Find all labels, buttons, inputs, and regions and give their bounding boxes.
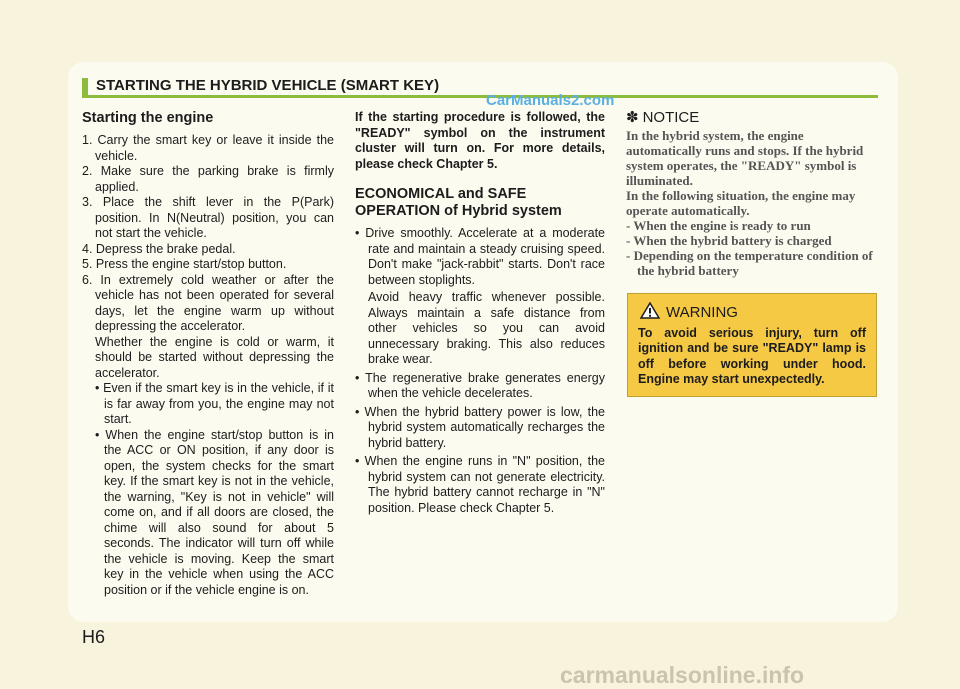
step-continuation: Whether the engine is cold or warm, it should be started without depressing the accelerator.	[95, 334, 334, 380]
column-2	[355, 110, 605, 519]
warning-box	[627, 293, 877, 397]
notice-line: In the hybrid system, the engine automatically runs and stops. If the hybrid system operates, the "READY" symbol is illuminated.	[626, 127, 864, 188]
bullet-item	[355, 226, 605, 368]
step-item: 1. Carry the smart key or leave it inside the vehicle.	[82, 133, 334, 163]
step-item: 2. Make sure the parking brake is firmly applied.	[82, 164, 334, 194]
header-accent-bar	[82, 78, 88, 96]
bullet-item: • When the engine runs in "N" position, the hybrid system can not generate electricity. The hybrid battery cannot recharge in "N" position. Please check Chapter 5.	[355, 454, 605, 515]
bullet-continuation: Avoid heavy traffic whenever possible. Always maintain a safe distance from other vehicles so you can avoid unnecessary braking. This also reduces brake wear.	[368, 290, 605, 366]
notice-line: In the following situation, the engine may operate automatically.	[626, 187, 856, 218]
notice-body	[626, 128, 878, 278]
notice-item: - When the hybrid battery is charged	[626, 232, 832, 248]
warning-text: To avoid serious injury, turn off ignition and be sure "READY" lamp is off before working under hood. Engine may start unexpectedly.	[638, 325, 866, 386]
warning-triangle-icon	[640, 302, 660, 324]
heading-economical: ECONOMICAL and SAFE OPERATION of Hybrid system	[355, 186, 562, 219]
notice-item: - When the engine is ready to run	[626, 217, 811, 233]
column-3	[626, 110, 878, 278]
notice-title: NOTICE	[642, 109, 700, 126]
notice-icon: ✽	[626, 109, 639, 126]
steps-list	[82, 133, 334, 335]
page-number: H6	[82, 627, 106, 647]
notice-item: - Depending on the temperature condition of the hybrid battery	[626, 247, 873, 278]
sub-bullets	[82, 381, 334, 598]
step-item: 6. In extremely cold weather or after the vehicle has not been operated for several days, let the engine warm up without depressing the accelerator.	[82, 272, 334, 333]
bullet-text: • Drive smoothly. Accelerate at a moderate rate and maintain a steady cruising speed. Don't make "jack-rabbit" starts. Don't race between stoplights.	[355, 226, 605, 287]
column-1	[82, 110, 334, 598]
heading-starting-engine: Starting the engine	[82, 110, 214, 126]
step-item: 5. Press the engine start/stop button.	[82, 257, 287, 271]
bullet-item: • The regenerative brake generates energy when the vehicle decelerates.	[355, 370, 605, 400]
section-title: STARTING THE HYBRID VEHICLE (SMART KEY)	[96, 77, 440, 94]
step-item: 4. Depress the brake pedal.	[82, 241, 236, 256]
eco-bullets	[355, 226, 605, 516]
notice-heading	[626, 110, 878, 126]
sub-bullet-item: • When the engine start/stop button is in the ACC or ON position, if any door is open, the system checks for the smart key. If the smart key is not in the vehicle, the warning, "Key is not in vehicle" will come on, and if all doors are closed, the chime will also sound for about 5 seconds. The indicator will turn off while the vehicle is moving. Keep the smart key in the vehicle when using the ACC position or if the vehicle engine is on.	[95, 427, 334, 597]
ready-intro: If the starting procedure is followed, the "READY" symbol on the instrument cluster will turn on. For more details, please check Chapter 5.	[355, 110, 605, 171]
section-header	[82, 76, 878, 98]
warning-header	[638, 302, 866, 324]
step-item: 3. Place the shift lever in the P(Park) position. In N(Neutral) position, you can not start the vehicle.	[82, 195, 334, 240]
warning-title: WARNING	[666, 304, 738, 321]
bullet-item: • When the hybrid battery power is low, the hybrid system automatically recharges the hybrid battery.	[355, 404, 605, 450]
watermark-top[interactable]: CarManuals2.com	[486, 92, 615, 109]
sub-bullet-item: • Even if the smart key is in the vehicle, if it is far away from you, the engine may not start.	[95, 381, 334, 426]
header-rule	[82, 95, 878, 98]
watermark-bottom[interactable]: carmanualsonline.info	[560, 662, 805, 688]
